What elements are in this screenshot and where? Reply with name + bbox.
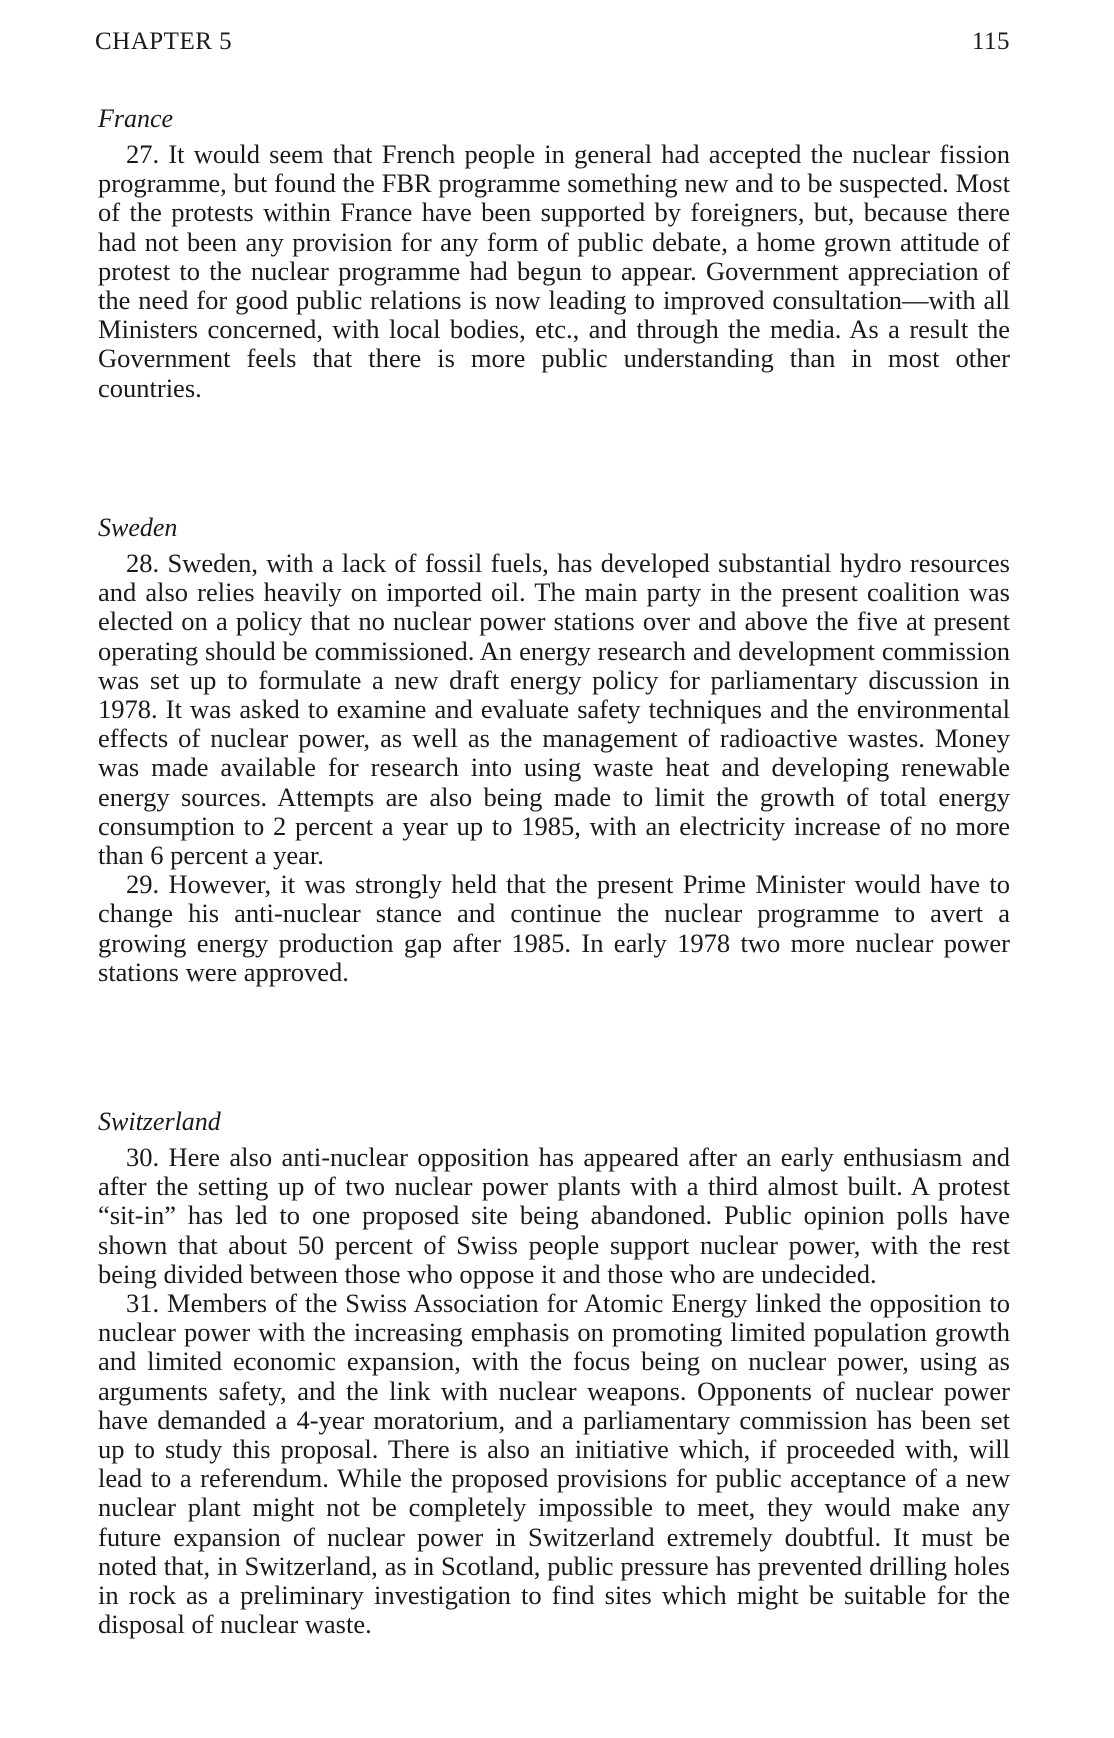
paragraph-31: 31. Members of the Swiss Association for Atomic Energy linked the opposition to nuclear power with the increasing emphasis on promoting limited population growth and limited economic expansion, with the focus being on nuclear power, using as arguments safety, and the link with nuclear weapons. Opponents of nuclear power have demanded a 4-year moratorium, and a parliamentary commission has been set up to study this proposal. There is also an initiative which, if proceeded with, will lead to a referendum. While the proposed provisions for public acceptance of a new nuclear plant might not be completely impossible to meet, they would make any future expansion of nuclear power in Switzerland extremely doubtful. It must be noted that, in Switzerland, as in Scotland, public pressure has prevented drilling holes in rock as a preliminary investigation to find sites which might be suitable for the disposal of nuclear waste. — [98, 1288, 1010, 1640]
paragraph-28: 28. Sweden, with a lack of fossil fuels, has developed substantial hydro resources and also relies heavily on imported oil. The main party in the present coalition was elected on a policy that no nuclear power stations over and above the five at present operating should be commissioned. An energy research and development commission was set up to formulate a new draft energy policy for parliamentary discussion in 1978. It was asked to examine and evaluate safety techniques and the environmental effects of nuclear power, as well as the management of radioactive wastes. Money was made available for research into using waste heat and developing renewable energy sources. Attempts are also being made to limit the growth of total energy consumption to 2 percent a year up to 1985, with an electricity increase of no more than 6 percent a year. — [98, 548, 1010, 871]
paragraph-30: 30. Here also anti-nuclear opposition has appeared after an early enthusiasm and after the setting up of two nuclear power plants with a third almost built. A protest “sit-in” has led to one proposed site being abandoned. Public opinion polls have shown that about 50 percent of Swiss people support nuclear power, with the rest being divided between those who oppose it and those who are undecided. — [98, 1142, 1010, 1289]
paragraph-27: 27. It would seem that French people in general had accepted the nuclear fission programme, but found the FBR programme something new and to be suspected. Most of the protests within France have been supported by foreigners, but, because there had not been any provision for any form of public debate, a home grown attitude of protest to the nuclear programme had begun to appear. Government appreciation of the need for good public relations is now leading to improved consultation—with all Ministers concerned, with local bodies, etc., and through the media. As a result the Government feels that there is more public understanding than in most other countries. — [98, 139, 1010, 403]
section-switzerland — [98, 1107, 1010, 1639]
page-number: 115 — [971, 28, 1010, 55]
section-sweden — [98, 513, 1010, 987]
section-title-france: France — [98, 104, 174, 133]
chapter-label: CHAPTER 5 — [95, 28, 233, 55]
section-france — [98, 104, 1010, 403]
running-head — [95, 28, 1010, 62]
section-title-switzerland: Switzerland — [98, 1107, 221, 1136]
section-title-sweden: Sweden — [98, 513, 178, 542]
paragraph-29: 29. However, it was strongly held that the present Prime Minister would have to change his anti-nuclear stance and continue the nuclear programme to avert a growing energy production gap after 1985. In early 1978 two more nuclear power stations were approved. — [98, 869, 1010, 987]
